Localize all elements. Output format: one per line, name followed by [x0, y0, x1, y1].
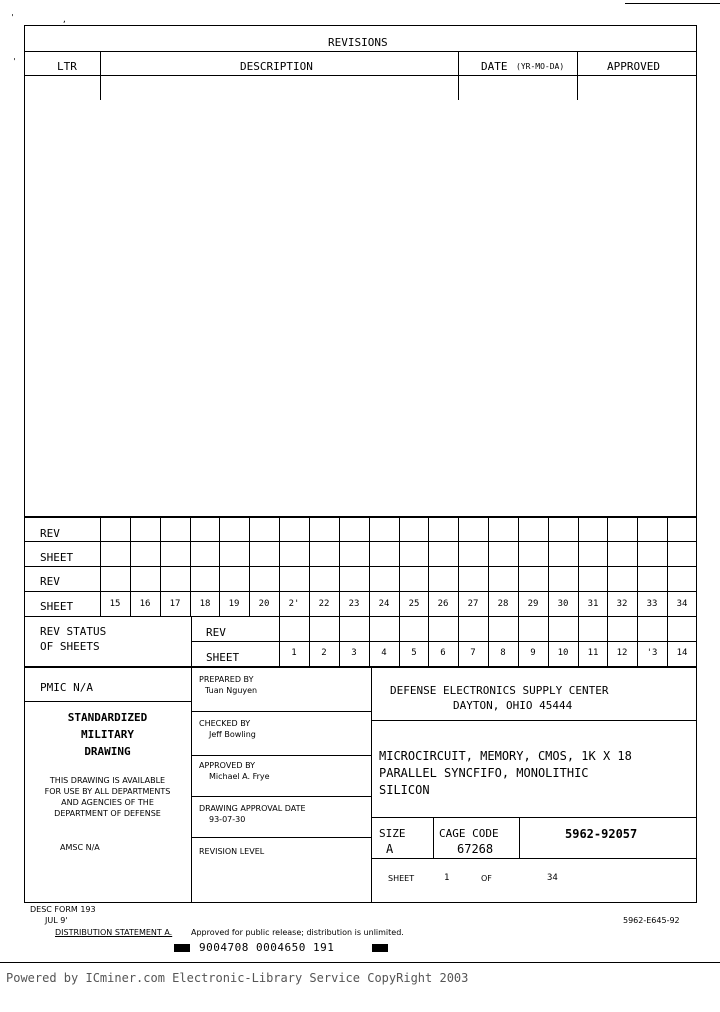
title-block-divider: [519, 817, 520, 858]
drawing-number: 5962-92057: [565, 827, 638, 841]
agency-line-1: DEFENSE ELECTRONICS SUPPLY CENTER: [390, 684, 609, 697]
grid-row-line: [24, 616, 697, 617]
availability-line-1: THIS DRAWING IS AVAILABLE: [49, 776, 166, 785]
title-block-divider: [433, 817, 434, 858]
grid-col-line: [279, 616, 280, 667]
title-block-divider: [191, 837, 371, 838]
title-line-2: PARALLEL SYNCFIFO, MONOLITHIC: [379, 766, 589, 780]
sheet-total: 34: [547, 873, 558, 883]
upper-sheet-number: 30: [557, 599, 569, 609]
grid-row-line: [191, 641, 697, 642]
approved-by-label: APPROVED BY: [199, 761, 256, 770]
copyright: Powered by ICminer.com Electronic-Library Service CopyRight 2003: [6, 971, 469, 985]
upper-sheet-number: 26: [437, 599, 449, 609]
approval-date-label: DRAWING APPROVAL DATE: [199, 804, 306, 813]
distribution-text: Approved for public release; distribution is unlimited.: [191, 928, 404, 937]
lower-sheet-number: 7: [470, 648, 476, 658]
upper-sheet-number: 28: [497, 599, 509, 609]
barcode-block-right: [372, 944, 388, 952]
form-line-2: JUL 9': [45, 916, 68, 925]
lower-sheet-number: 12: [616, 648, 628, 658]
title-block-divider: [371, 817, 697, 818]
smd-line-1: STANDARDIZED: [67, 711, 148, 724]
title-block: [24, 667, 697, 903]
title-block-divider: [191, 667, 192, 903]
approval-date: 93-07-30: [209, 815, 246, 824]
rev-sheet-grid: [24, 517, 697, 667]
availability-line-4: DEPARTMENT OF DEFENSE: [54, 809, 161, 818]
upper-sheet-number: 29: [527, 599, 539, 609]
grid-col-line: [607, 616, 608, 667]
upper-sheet-number: 22: [318, 599, 330, 609]
rev-label-3: REV: [206, 626, 226, 639]
lower-sheet-number: 8: [500, 648, 506, 658]
doc-code: 5962-E645-92: [623, 916, 680, 925]
upper-sheet-number: 16: [139, 599, 151, 609]
cage-code-label: CAGE CODE: [439, 827, 499, 840]
upper-sheet-number: 20: [258, 599, 270, 609]
grid-col-line: [667, 616, 668, 667]
distribution-label: DISTRIBUTION STATEMENT A.: [55, 928, 173, 937]
title-line-3: SILICON: [379, 783, 430, 797]
lower-sheet-number: '3: [646, 648, 658, 658]
upper-sheet-number: 25: [408, 599, 420, 609]
upper-sheet-number: 18: [199, 599, 211, 609]
col-date-header: DATE: [481, 60, 508, 73]
rev-status-label-1: REV STATUS: [40, 625, 107, 638]
upper-sheet-number: 23: [348, 599, 360, 609]
smd-line-3: DRAWING: [84, 745, 131, 758]
approved-by-name: Michael A. Frye: [209, 772, 270, 781]
corner-mark: ,: [62, 15, 67, 24]
grid-col-line: [637, 616, 638, 667]
upper-sheet-number: 33: [646, 599, 658, 609]
lower-sheet-number: 11: [587, 648, 599, 658]
title-block-divider: [191, 796, 371, 797]
lower-sheet-number: 2: [321, 648, 327, 658]
lower-sheet-number: 9: [530, 648, 536, 658]
grid-col-line: [428, 616, 429, 667]
lower-sheet-number: 5: [411, 648, 417, 658]
revisions-col-divider: [100, 51, 101, 100]
prepared-by-name: Tuan Nguyen: [205, 686, 258, 695]
rev-status-label-2: OF SHEETS: [40, 640, 100, 653]
sheet-of-label: OF: [481, 874, 492, 883]
rev-label-1: REV: [40, 527, 60, 540]
title-block-divider: [371, 720, 697, 721]
availability-line-2: FOR USE BY ALL DEPARTMENTS: [44, 787, 171, 796]
availability-line-3: AND AGENCIES OF THE: [61, 798, 154, 807]
grid-row-line: [24, 591, 697, 592]
col-date-format: (YR-MO-DA): [516, 62, 565, 71]
upper-sheet-number: 15: [109, 599, 121, 609]
revisions-title: REVISIONS: [328, 36, 388, 49]
title-block-divider: [24, 701, 191, 702]
grid-col-line: [458, 616, 459, 667]
revisions-header-divider: [24, 75, 697, 76]
sheet-label-3: SHEET: [206, 651, 240, 664]
upper-sheet-number: 32: [616, 599, 628, 609]
grid-col-line: [488, 616, 489, 667]
upper-sheet-number: 34: [676, 599, 688, 609]
grid-col-line: [518, 616, 519, 667]
title-block-divider: [191, 711, 371, 712]
grid-row-line: [24, 541, 697, 542]
barcode-block-left: [174, 944, 190, 952]
upper-sheet-number: 27: [467, 599, 479, 609]
rev-label-2: REV: [40, 575, 60, 588]
cage-code-value: 67268: [457, 842, 494, 856]
revision-level-label: REVISION LEVEL: [199, 847, 265, 856]
grid-col-line: [369, 616, 370, 667]
grid-col-line: [548, 616, 549, 667]
title-line-1: MICROCIRCUIT, MEMORY, CMOS, 1K X 18: [379, 749, 632, 763]
grid-col-line: [309, 616, 310, 667]
lower-sheet-number: 14: [676, 648, 688, 658]
checked-by-name: Jeff Bowling: [209, 730, 256, 739]
title-block-divider: [371, 858, 697, 859]
barcode-text: 9004708 0004650 191: [199, 941, 335, 954]
corner-mark: ': [10, 13, 15, 22]
col-description-header: DESCRIPTION: [240, 60, 313, 73]
revisions-col-divider: [577, 51, 578, 100]
grid-row-line: [24, 566, 697, 567]
upper-sheet-number: 2': [288, 599, 300, 609]
upper-sheet-number: 17: [169, 599, 181, 609]
upper-sheet-number: 19: [228, 599, 240, 609]
size-value: A: [386, 842, 394, 856]
upper-sheet-number: 24: [378, 599, 390, 609]
lower-sheet-number: 4: [381, 648, 387, 658]
pmic: PMIC N/A: [40, 681, 93, 694]
grid-col-line: [399, 616, 400, 667]
form-line-1: DESC FORM 193: [30, 905, 96, 914]
amsc: AMSC N/A: [60, 843, 100, 852]
copyright-divider: [0, 962, 720, 963]
lower-sheet-number: 3: [351, 648, 357, 658]
smd-line-2: MILITARY: [81, 728, 134, 741]
title-block-divider: [191, 755, 371, 756]
revisions-title-divider: [24, 51, 697, 52]
sheet-label-1: SHEET: [40, 551, 74, 564]
col-approved-header: APPROVED: [607, 60, 660, 73]
upper-sheet-number: 31: [587, 599, 599, 609]
size-label: SIZE: [379, 827, 406, 840]
grid-col-line: [339, 616, 340, 667]
title-block-divider: [371, 667, 372, 903]
sheet-label-2: SHEET: [40, 600, 74, 613]
lower-sheet-number: 10: [557, 648, 569, 658]
sheet-current: 1: [444, 873, 450, 883]
revisions-block: [24, 25, 697, 517]
prepared-by-label: PREPARED BY: [199, 675, 254, 684]
lower-sheet-number: 6: [440, 648, 446, 658]
checked-by-label: CHECKED BY: [199, 719, 251, 728]
revisions-col-divider: [458, 51, 459, 100]
grid-col-line: [578, 616, 579, 667]
corner-line: [625, 3, 720, 4]
corner-mark: ': [12, 57, 17, 66]
col-ltr-header: LTR: [57, 60, 77, 73]
lower-sheet-number: 1: [291, 648, 297, 658]
agency-line-2: DAYTON, OHIO 45444: [453, 699, 573, 712]
sheet-label: SHEET: [388, 874, 415, 883]
